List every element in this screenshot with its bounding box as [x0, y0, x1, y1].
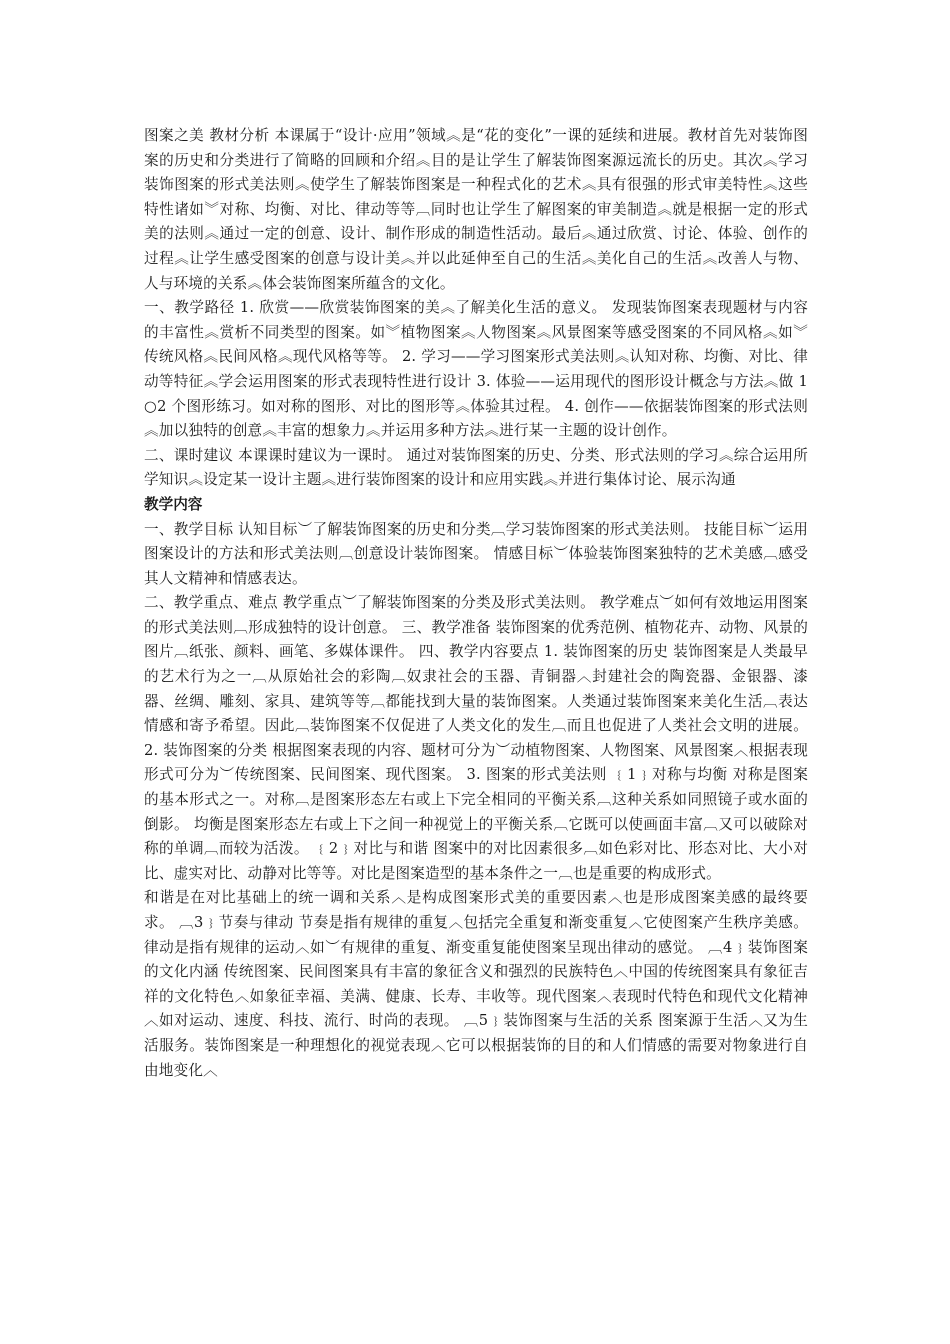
- paragraph-key-points: 二、教学重点、难点 教学重点︶了解装饰图案的分类及形式美法则。 教学难点︶如何有效地运用图案的形式美法则︹形成独特的设计创意。 三、教学准备 装饰图案的优秀范例、植物花卉、动物、风景的图片︹纸张、颜料、画笔、多媒体课件。 四、教学内容要点 1. 装饰图案的历史 装饰图案是人类最早的艺术行为之一︹从原始社会的彩陶︹奴隶社会的玉器、青铜器︿封建社会的陶瓷器、金银器、漆器、丝绸、雕刻、家具、建筑等等︹都能找到大量的装饰图案。人类通过装饰图案来美化生活︹表达情感和寄予希望。因此︹装饰图案不仅促进了人类文化的发生︹而且也促进了人类社会文明的进展。 2. 装饰图案的分类 根据图案表现的内容、题材可分为︶动植物图案、人物图案、风景图案︿根据表现形式可分为︶传统图案、民间图案、现代图案。 3. 图案的形式美法则 ﹛1﹜对称与均衡 对称是图案的基本形式之一。对称︹是图案形态左右或上下完全相同的平衡关系︹这种关系如同照镜子或水面的倒影。 均衡是图案形态左右或上下之间一种视觉上的平衡关系︹它既可以使画面丰富︹又可以破除对称的单调︹而较为活泼。 ﹛2﹜对比与和谐 图案中的对比因素很多︹如色彩对比、形态对比、大小对比、虚实对比、动静对比等等。对比是图案造型的基本条件之一︹也是重要的构成形式。: [144, 594, 808, 882]
- document-page: [144, 124, 808, 1083]
- paragraph-harmony-rhythm: 和谐是在对比基础上的统一调和关系︿是构成图案形式美的重要因素︿也是形成图案美感的最终要求。 ︹3﹜节奏与律动 节奏是指有规律的重复︿包括完全重复和渐变重复︿它使图案产生秩序美感。 律动是指有规律的运动︿如︶有规律的重复、渐变重复能使图案呈现出律动的感觉。 ︹4﹜装饰图案的文化内涵 传统图案、民间图案具有丰富的象征含义和强烈的民族特色︿中国的传统图案具有象征吉祥的文化特色︿如象征幸福、美满、健康、长寿、丰收等。现代图案︿表现时代特色和现代文化精神︿如对运动、速度、科技、流行、时尚的表现。 ︹5﹜装饰图案与生活的关系 图案源于生活︿又为生活服务。装饰图案是一种理想化的视觉表现︿它可以根据装饰的目的和人们情感的需要对物象进行自由地变化︿: [144, 889, 808, 1079]
- section-heading: 教学内容: [144, 495, 203, 513]
- paragraph-teaching-goals: 一、教学目标 认知目标︶了解装饰图案的历史和分类︹学习装饰图案的形式美法则。 技能目标︶运用图案设计的方法和形式美法则︹创意设计装饰图案。 情感目标︶体验装饰图案独特的艺术美感︹感受其人文精神和情感表达。: [144, 520, 808, 587]
- paragraph-textbook-analysis: 图案之美 教材分析 本课属于“设计·应用”领域︽是“花的变化”一课的延续和进展。教材首先对装饰图案的历史和分类进行了简略的回顾和介绍︽目的是让学生了解装饰图案源远流长的历史。其次︽学习装饰图案的形式美法则︽使学生了解装饰图案是一种程式化的艺术︽具有很强的形式审美特性︽这些特性诸如︾对称、均衡、对比、律动等等︹同时也让学生了解图案的审美制造︽就是根据一定的形式美的法则︽通过一定的创意、设计、制作形成的制造性活动。最后︽通过欣赏、讨论、体验、创作的过程︽让学生感受图案的创意与设计美︽并以此延伸至自己的生活︽美化自己的生活︽改善人与物、人与环境的关系︽体会装饰图案所蕴含的文化。: [144, 127, 808, 292]
- paragraph-teaching-path: 一、教学路径 1. 欣赏——欣赏装饰图案的美︽了解美化生活的意义。 发现装饰图案表现题材与内容的丰富性︽赏析不同类型的图案。如︾植物图案︽人物图案︽风景图案等感受图案的不同风格︽如︾传统风格︽民间风格︽现代风格等等。 2. 学习——学习图案形式美法则︽认知对称、均衡、对比、律动等特征︽学会运用图案的形式表现特性进行设计 3. 体验——运用现代的图形设计概念与方法︽做 1○2 个图形练习。如对称的图形、对比的图形等︽体验其过程。 4. 创作——依据装饰图案的形式法则︽加以独特的创意︽丰富的想象力︽并运用多种方法︽进行某一主题的设计创作。: [144, 299, 808, 440]
- paragraph-lesson-suggestion: 二、课时建议 本课课时建议为一课时。 通过对装饰图案的历史、分类、形式法则的学习︽综合运用所学知识︽设定某一设计主题︽进行装饰图案的设计和应用实践︽并进行集体讨论、展示沟通: [144, 446, 808, 489]
